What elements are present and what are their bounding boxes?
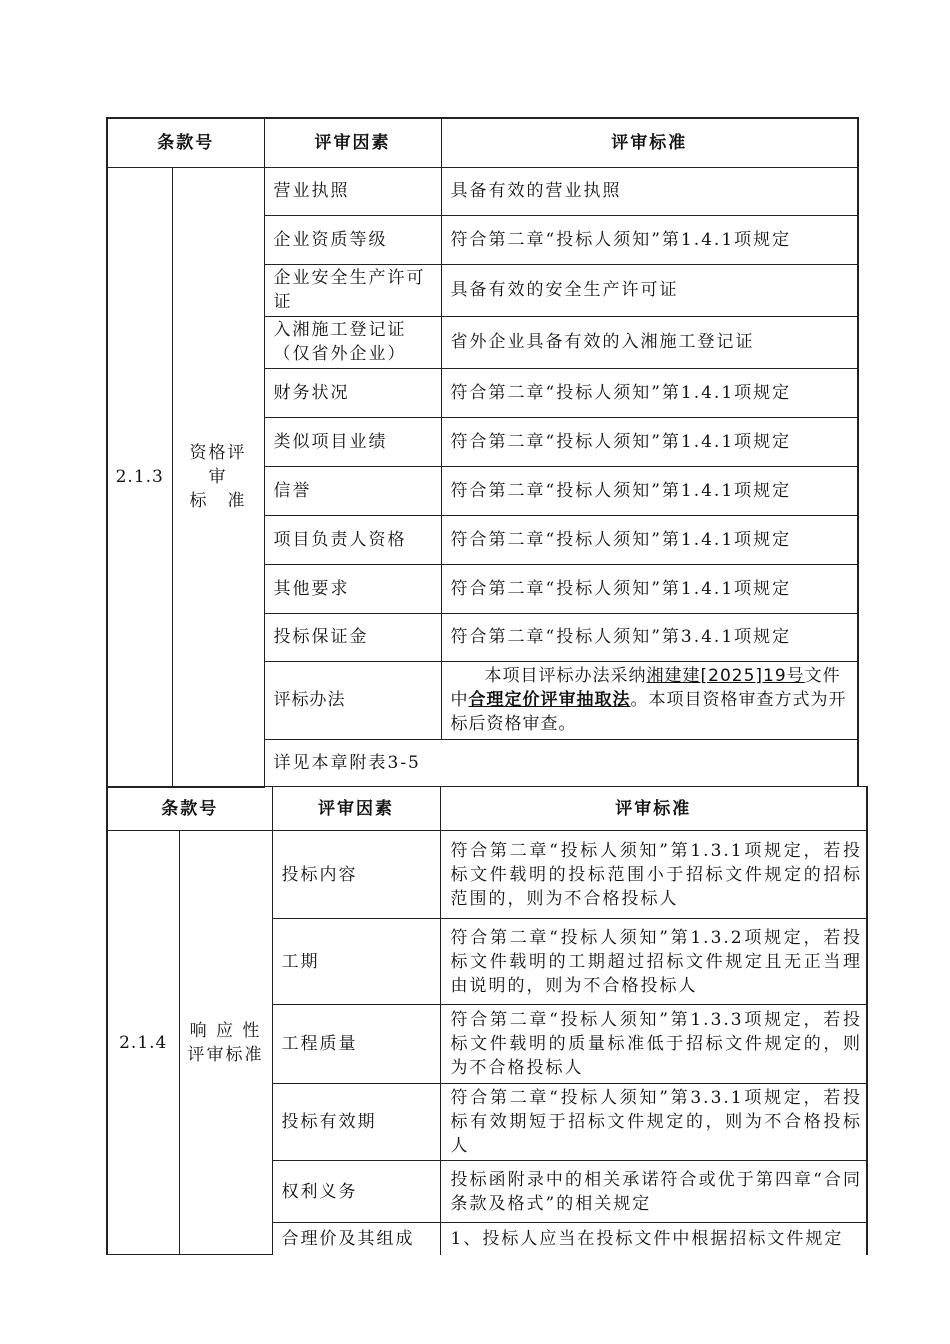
- header-standard: 评审标准: [441, 118, 858, 167]
- standard-cell: 符合第二章“投标人须知”第1.3.3项规定，若投标文件载明的质量标准低于招标文件规定的，则为不合格投标人: [440, 1005, 867, 1084]
- factor-cell: 投标有效期: [272, 1084, 440, 1161]
- factor-cell: 项目负责人资格: [264, 515, 441, 564]
- clause-number: 2.1.4: [107, 831, 179, 1255]
- category-label-line: 响 应 性: [189, 1020, 262, 1041]
- factor-cell: 合理价及其组成: [272, 1223, 440, 1255]
- standard-cell: 符合第二章“投标人须知”第1.4.1项规定: [441, 564, 858, 613]
- header-standard: 评审标准: [440, 787, 867, 831]
- table-header-row: [107, 118, 858, 167]
- factor-cell: 工期: [272, 919, 440, 1005]
- table-row: [107, 831, 867, 919]
- factor-cell: 其他要求: [264, 564, 441, 613]
- table-header-row: [107, 787, 867, 831]
- qualification-review-table: [106, 117, 859, 788]
- header-factor: 评审因素: [272, 787, 440, 831]
- document-reference: 湘建建[2025]19号: [646, 666, 805, 686]
- category-label-line: 标 准: [189, 491, 247, 511]
- factor-cell: 财务状况: [264, 368, 441, 417]
- standard-cell: 符合第二章“投标人须知”第1.4.1项规定: [441, 215, 858, 264]
- category-label-line: 审: [208, 467, 228, 487]
- standard-cell: 符合第二章“投标人须知”第1.4.1项规定: [441, 466, 858, 515]
- standard-cell: 符合第二章“投标人须知”第3.3.1项规定，若投标有效期短于招标文件规定的，则为不合格投标人: [440, 1084, 867, 1161]
- clause-number: 2.1.3: [107, 167, 172, 787]
- method-text: 本项目评标办法采纳: [484, 666, 647, 686]
- method-text: 文件中: [450, 666, 841, 710]
- factor-cell: 企业资质等级: [264, 215, 441, 264]
- factor-cell: 评标办法: [264, 661, 441, 739]
- standard-cell: 投标函附录中的相关承诺符合或优于第四章“合同条款及格式”的相关规定: [440, 1161, 867, 1223]
- standard-cell: 具备有效的安全生产许可证: [441, 264, 858, 316]
- header-clause: 条款号: [107, 118, 264, 167]
- standard-cell: 符合第二章“投标人须知”第1.3.2项规定，若投标文件载明的工期超过招标文件规定且无正当理由说明的，则为不合格投标人: [440, 919, 867, 1005]
- method-name: 合理定价评审抽取法: [468, 690, 631, 710]
- method-text: 。本项目资格审查方式为开标后资格审查。: [450, 690, 847, 734]
- standard-cell: 符合第二章“投标人须知”第1.4.1项规定: [441, 515, 858, 564]
- standard-cell: 符合第二章“投标人须知”第3.4.1项规定: [441, 613, 858, 661]
- standard-cell: 省外企业具备有效的入湘施工登记证: [441, 316, 858, 368]
- table-row: [107, 167, 858, 215]
- standard-cell: 符合第二章“投标人须知”第1.4.1项规定: [441, 417, 858, 466]
- factor-cell: 信誉: [264, 466, 441, 515]
- category-label-line: 资格评: [189, 443, 247, 463]
- category-cell: [172, 167, 264, 787]
- responsiveness-review-table: [106, 786, 868, 1255]
- category-cell: [179, 831, 272, 1255]
- evaluation-method-text: [441, 661, 858, 739]
- factor-cell: 权利义务: [272, 1161, 440, 1223]
- standard-cell: 符合第二章“投标人须知”第1.4.1项规定: [441, 368, 858, 417]
- factor-cell: 投标保证金: [264, 613, 441, 661]
- factor-cell: 类似项目业绩: [264, 417, 441, 466]
- appendix-note: 详见本章附表3-5: [264, 739, 858, 787]
- factor-cell: 工程质量: [272, 1005, 440, 1084]
- factor-cell: 入湘施工登记证（仅省外企业）: [264, 316, 441, 368]
- standard-cell: 具备有效的营业执照: [441, 167, 858, 215]
- standard-cell: 1、投标人应当在投标文件中根据招标文件规定: [440, 1223, 867, 1255]
- standard-cell: 符合第二章“投标人须知”第1.3.1项规定，若投标文件载明的投标范围小于招标文件规定的招标范围的，则为不合格投标人: [440, 831, 867, 919]
- factor-cell: 投标内容: [272, 831, 440, 919]
- factor-cell: 营业执照: [264, 167, 441, 215]
- header-clause: 条款号: [107, 787, 272, 831]
- category-label-line: 评审标准: [187, 1044, 264, 1065]
- factor-cell: 企业安全生产许可证: [264, 264, 441, 316]
- header-factor: 评审因素: [264, 118, 441, 167]
